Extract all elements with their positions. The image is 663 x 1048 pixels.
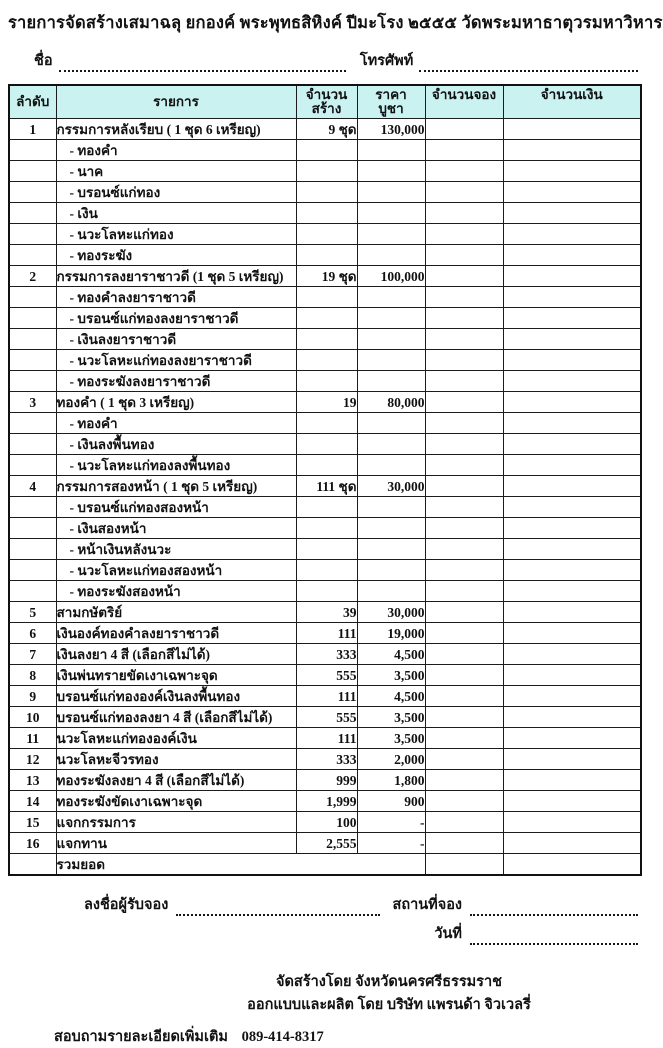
row-no-cell: 12 — [9, 749, 56, 770]
qty-cell — [296, 455, 357, 476]
price-cell: 4,500 — [357, 686, 425, 707]
amount-cell — [503, 644, 641, 665]
table-row — [9, 581, 641, 602]
price-cell: 3,500 — [357, 728, 425, 749]
header-price: ราคา บูชา — [357, 85, 425, 119]
name-fill-line — [59, 57, 346, 72]
place-fill-line — [470, 901, 638, 916]
reserve-cell — [425, 707, 503, 728]
reserve-cell — [425, 749, 503, 770]
row-no-cell: 15 — [9, 812, 56, 833]
amount-cell — [503, 119, 641, 140]
price-cell — [357, 329, 425, 350]
footer-contact — [54, 1025, 648, 1048]
price-cell — [357, 308, 425, 329]
amount-cell — [503, 203, 641, 224]
reserve-cell — [425, 539, 503, 560]
reserve-cell — [425, 287, 503, 308]
item-cell: - ทองระฆัง — [56, 245, 296, 266]
item-cell: - บรอนซ์แก่ทอง — [56, 182, 296, 203]
amount-cell — [503, 833, 641, 854]
item-cell: - เงินลงยาราชาวดี — [56, 329, 296, 350]
qty-cell — [296, 518, 357, 539]
header-no: ลำดับ — [9, 85, 56, 119]
item-cell: นวะโลหะจีวรทอง — [56, 749, 296, 770]
reserve-cell — [425, 560, 503, 581]
total-cell: รวมยอด — [56, 854, 425, 876]
price-cell: 4,500 — [357, 644, 425, 665]
sign-label: ลงชื่อผู้รับจอง — [84, 897, 169, 913]
amount-cell — [503, 770, 641, 791]
item-cell: นวะโลหะแก่ทององค์เงิน — [56, 728, 296, 749]
header-item: รายการ — [56, 85, 296, 119]
qty-cell — [296, 245, 357, 266]
row-no-cell: 13 — [9, 770, 56, 791]
amount-cell — [503, 791, 641, 812]
qty-cell — [296, 581, 357, 602]
row-no-cell — [9, 329, 56, 350]
footer — [0, 971, 648, 1048]
reserve-cell — [425, 392, 503, 413]
reserve-cell — [425, 203, 503, 224]
header-qty: จำนวน สร้าง — [296, 85, 357, 119]
row-no-cell: 14 — [9, 791, 56, 812]
reserve-cell — [425, 371, 503, 392]
amount-cell — [503, 749, 641, 770]
item-cell: - เงินสองหน้า — [56, 518, 296, 539]
row-no-cell — [9, 854, 56, 876]
item-cell: เงินลงยา 4 สี (เลือกสีไม่ได้) — [56, 644, 296, 665]
reserve-cell — [425, 350, 503, 371]
qty-cell — [296, 350, 357, 371]
table-row — [9, 434, 641, 455]
reserve-cell — [425, 833, 503, 854]
item-cell: กรรมการหลังเรียบ ( 1 ชุด 6 เหรียญ) — [56, 119, 296, 140]
price-cell — [357, 371, 425, 392]
item-cell: - นวะโลหะแก่ทองลงพื้นทอง — [56, 455, 296, 476]
row-no-cell — [9, 539, 56, 560]
table-row — [9, 707, 641, 728]
row-no-cell: 6 — [9, 623, 56, 644]
item-cell: - เงินลงพื้นทอง — [56, 434, 296, 455]
table-row — [9, 182, 641, 203]
price-cell — [357, 182, 425, 203]
price-cell: 100,000 — [357, 266, 425, 287]
date-label: วันที่ — [434, 926, 462, 942]
row-no-cell — [9, 287, 56, 308]
row-no-cell — [9, 560, 56, 581]
row-no-cell: 5 — [9, 602, 56, 623]
row-no-cell: 3 — [9, 392, 56, 413]
reserve-cell — [425, 266, 503, 287]
contact-phone: 089-414-8317 — [241, 1029, 324, 1046]
row-no-cell — [9, 203, 56, 224]
amount-cell — [503, 350, 641, 371]
amount-cell — [503, 497, 641, 518]
table-row — [9, 602, 641, 623]
price-cell — [357, 161, 425, 182]
reserve-cell — [425, 434, 503, 455]
item-cell: แจกทาน — [56, 833, 296, 854]
reserve-cell — [425, 497, 503, 518]
price-cell — [357, 560, 425, 581]
table-row — [9, 749, 641, 770]
table-row — [9, 497, 641, 518]
item-cell: - นวะโลหะแก่ทองลงยาราชาวดี — [56, 350, 296, 371]
reserve-cell — [425, 644, 503, 665]
reserve-cell — [425, 581, 503, 602]
amount-cell — [503, 476, 641, 497]
row-no-cell: 1 — [9, 119, 56, 140]
item-cell: - ทองระฆังสองหน้า — [56, 581, 296, 602]
row-no-cell — [9, 581, 56, 602]
price-cell — [357, 287, 425, 308]
table-row — [9, 791, 641, 812]
qty-cell — [296, 539, 357, 560]
table-row — [9, 644, 641, 665]
order-form-document — [0, 10, 663, 1046]
item-cell: - หน้าเงินหลังนวะ — [56, 539, 296, 560]
price-cell — [357, 581, 425, 602]
reserve-cell — [425, 455, 503, 476]
price-cell — [357, 497, 425, 518]
amount-cell — [503, 371, 641, 392]
reserve-cell — [425, 854, 503, 876]
price-cell: - — [357, 812, 425, 833]
item-cell: - บรอนซ์แก่ทองสองหน้า — [56, 497, 296, 518]
sign-fill-line — [176, 901, 380, 916]
price-cell: 80,000 — [357, 392, 425, 413]
item-cell: ทองระฆังขัดเงาเฉพาะจุด — [56, 791, 296, 812]
qty-cell: 111 ชุด — [296, 476, 357, 497]
table-row — [9, 812, 641, 833]
table-row — [9, 518, 641, 539]
row-no-cell: 8 — [9, 665, 56, 686]
contact-label: สอบถามรายละเอียดเพิ่มเติม — [54, 1029, 228, 1046]
item-cell: - เงิน — [56, 203, 296, 224]
item-cell: - ทองคำลงยาราชาวดี — [56, 287, 296, 308]
item-cell: - ทองคำ — [56, 413, 296, 434]
amount-cell — [503, 161, 641, 182]
date-fill-line — [470, 930, 638, 945]
amount-cell — [503, 392, 641, 413]
signature-line-1 — [84, 893, 638, 916]
table-row — [9, 854, 641, 876]
item-cell: - นวะโลหะแก่ทองสองหน้า — [56, 560, 296, 581]
price-cell: 30,000 — [357, 602, 425, 623]
price-cell: 30,000 — [357, 476, 425, 497]
qty-cell — [296, 434, 357, 455]
item-cell: - นวะโลหะแก่ทอง — [56, 224, 296, 245]
price-cell: - — [357, 833, 425, 854]
reserve-cell — [425, 518, 503, 539]
price-cell: 1,800 — [357, 770, 425, 791]
order-table — [8, 84, 642, 876]
qty-cell — [296, 182, 357, 203]
reserve-cell — [425, 791, 503, 812]
qty-cell: 111 — [296, 623, 357, 644]
reserve-cell — [425, 413, 503, 434]
table-row — [9, 161, 641, 182]
qty-cell: 100 — [296, 812, 357, 833]
reserve-cell — [425, 329, 503, 350]
qty-cell — [296, 560, 357, 581]
table-row — [9, 203, 641, 224]
table-row — [9, 560, 641, 581]
item-cell: - ทองระฆังลงยาราชาวดี — [56, 371, 296, 392]
qty-cell — [296, 287, 357, 308]
table-row — [9, 224, 641, 245]
reserve-cell — [425, 602, 503, 623]
item-cell: แจกกรรมการ — [56, 812, 296, 833]
reserve-cell — [425, 476, 503, 497]
row-no-cell: 7 — [9, 644, 56, 665]
qty-cell: 1,999 — [296, 791, 357, 812]
amount-cell — [503, 728, 641, 749]
qty-cell: 19 — [296, 392, 357, 413]
qty-cell: 333 — [296, 644, 357, 665]
qty-cell — [296, 224, 357, 245]
table-row — [9, 371, 641, 392]
reserve-cell — [425, 224, 503, 245]
place-label: สถานที่จอง — [392, 897, 462, 913]
amount-cell — [503, 518, 641, 539]
qty-cell: 555 — [296, 707, 357, 728]
item-cell: - ทองคำ — [56, 140, 296, 161]
amount-cell — [503, 602, 641, 623]
header-reserve: จำนวนจอง — [425, 85, 503, 119]
amount-cell — [503, 539, 641, 560]
table-row — [9, 392, 641, 413]
row-no-cell: 4 — [9, 476, 56, 497]
table-row — [9, 665, 641, 686]
table-row — [9, 140, 641, 161]
row-no-cell — [9, 161, 56, 182]
table-row — [9, 350, 641, 371]
item-cell: กรรมการลงยาราชาวดี (1 ชุด 5 เหรียญ) — [56, 266, 296, 287]
row-no-cell — [9, 308, 56, 329]
reserve-cell — [425, 665, 503, 686]
page-title: รายการจัดสร้างเสมาฉลุ ยกองค์ พระพุทธสิหิงค์ ปีมะโรง ๒๕๕๕ วัดพระมหาธาตุวรมหาวิหาร — [8, 13, 663, 32]
amount-cell — [503, 455, 641, 476]
table-row — [9, 623, 641, 644]
table-row — [9, 770, 641, 791]
reserve-cell — [425, 686, 503, 707]
qty-cell: 39 — [296, 602, 357, 623]
item-cell: กรรมการสองหน้า ( 1 ชุด 5 เหรียญ) — [56, 476, 296, 497]
amount-cell — [503, 623, 641, 644]
row-no-cell — [9, 497, 56, 518]
table-row — [9, 539, 641, 560]
row-no-cell: 2 — [9, 266, 56, 287]
table-row — [9, 308, 641, 329]
item-cell: ทองระฆังลงยา 4 สี (เลือกสีไม่ได้) — [56, 770, 296, 791]
table-row — [9, 119, 641, 140]
row-no-cell — [9, 245, 56, 266]
price-cell: 3,500 — [357, 707, 425, 728]
qty-cell — [296, 329, 357, 350]
item-cell: เงินพ่นทรายขัดเงาเฉพาะจุด — [56, 665, 296, 686]
price-cell — [357, 455, 425, 476]
price-cell — [357, 539, 425, 560]
price-cell — [357, 245, 425, 266]
amount-cell — [503, 581, 641, 602]
reserve-cell — [425, 308, 503, 329]
table-row — [9, 476, 641, 497]
phone-label: โทรศัพท์ — [359, 53, 414, 69]
row-no-cell: 11 — [9, 728, 56, 749]
phone-fill-line — [419, 57, 638, 72]
amount-cell — [503, 182, 641, 203]
reserve-cell — [425, 119, 503, 140]
table-row — [9, 287, 641, 308]
amount-cell — [503, 854, 641, 876]
qty-cell: 333 — [296, 749, 357, 770]
qty-cell — [296, 371, 357, 392]
qty-cell: 111 — [296, 728, 357, 749]
price-cell — [357, 203, 425, 224]
table-header-row — [9, 85, 641, 119]
row-no-cell — [9, 182, 56, 203]
qty-cell — [296, 308, 357, 329]
amount-cell — [503, 266, 641, 287]
row-no-cell: 9 — [9, 686, 56, 707]
item-cell: ทองคำ ( 1 ชุด 3 เหรียญ) — [56, 392, 296, 413]
reserve-cell — [425, 245, 503, 266]
qty-cell — [296, 140, 357, 161]
row-no-cell — [9, 413, 56, 434]
reserve-cell — [425, 161, 503, 182]
qty-cell: 999 — [296, 770, 357, 791]
reserve-cell — [425, 623, 503, 644]
item-cell: สามกษัตริย์ — [56, 602, 296, 623]
reserve-cell — [425, 182, 503, 203]
row-no-cell — [9, 518, 56, 539]
price-cell — [357, 413, 425, 434]
amount-cell — [503, 812, 641, 833]
price-cell: 3,500 — [357, 665, 425, 686]
reserve-cell — [425, 728, 503, 749]
row-no-cell: 16 — [9, 833, 56, 854]
amount-cell — [503, 287, 641, 308]
qty-cell: 2,555 — [296, 833, 357, 854]
price-cell — [357, 140, 425, 161]
qty-cell: 555 — [296, 665, 357, 686]
header-amount: จำนวนเงิน — [503, 85, 641, 119]
row-no-cell — [9, 140, 56, 161]
price-cell — [357, 224, 425, 245]
reserve-cell — [425, 770, 503, 791]
amount-cell — [503, 245, 641, 266]
amount-cell — [503, 434, 641, 455]
table-row — [9, 266, 641, 287]
amount-cell — [503, 308, 641, 329]
table-row — [9, 833, 641, 854]
item-cell: บรอนซ์แก่ทององค์เงินลงพื้นทอง — [56, 686, 296, 707]
qty-cell: 111 — [296, 686, 357, 707]
qty-cell — [296, 413, 357, 434]
row-no-cell — [9, 371, 56, 392]
price-cell: 900 — [357, 791, 425, 812]
row-no-cell — [9, 350, 56, 371]
qty-cell: 9 ชุด — [296, 119, 357, 140]
name-label: ชื่อ — [34, 53, 53, 69]
amount-cell — [503, 224, 641, 245]
item-cell: - นาค — [56, 161, 296, 182]
price-cell: 130,000 — [357, 119, 425, 140]
qty-cell — [296, 161, 357, 182]
item-cell: - บรอนซ์แก่ทองลงยาราชาวดี — [56, 308, 296, 329]
item-cell: เงินองค์ทองคำลงยาราชาวดี — [56, 623, 296, 644]
signature-line-2 — [84, 922, 638, 945]
table-row — [9, 413, 641, 434]
amount-cell — [503, 140, 641, 161]
reserve-cell — [425, 140, 503, 161]
price-cell: 19,000 — [357, 623, 425, 644]
row-no-cell — [9, 455, 56, 476]
amount-cell — [503, 560, 641, 581]
price-cell — [357, 350, 425, 371]
table-row — [9, 455, 641, 476]
amount-cell — [503, 686, 641, 707]
table-row — [9, 728, 641, 749]
amount-cell — [503, 707, 641, 728]
item-cell: บรอนซ์แก่ทองลงยา 4 สี (เลือกสีไม่ได้) — [56, 707, 296, 728]
price-cell — [357, 434, 425, 455]
price-cell: 2,000 — [357, 749, 425, 770]
table-row — [9, 245, 641, 266]
table-row — [9, 686, 641, 707]
signature-section — [84, 893, 638, 945]
footer-produced-by: จัดสร้างโดย จังหวัดนครศรีธรรมราช — [276, 974, 502, 990]
qty-cell: 19 ชุด — [296, 266, 357, 287]
row-no-cell — [9, 434, 56, 455]
row-no-cell — [9, 224, 56, 245]
footer-designed-by: ออกแบบและผลิต โดย บริษัท แพรนด้า จิวเวลรี่ — [247, 997, 531, 1014]
reserve-cell — [425, 812, 503, 833]
qty-cell — [296, 203, 357, 224]
amount-cell — [503, 413, 641, 434]
qty-cell — [296, 497, 357, 518]
row-no-cell: 10 — [9, 707, 56, 728]
amount-cell — [503, 329, 641, 350]
price-cell — [357, 518, 425, 539]
name-phone-line — [34, 49, 638, 72]
amount-cell — [503, 665, 641, 686]
table-row — [9, 329, 641, 350]
